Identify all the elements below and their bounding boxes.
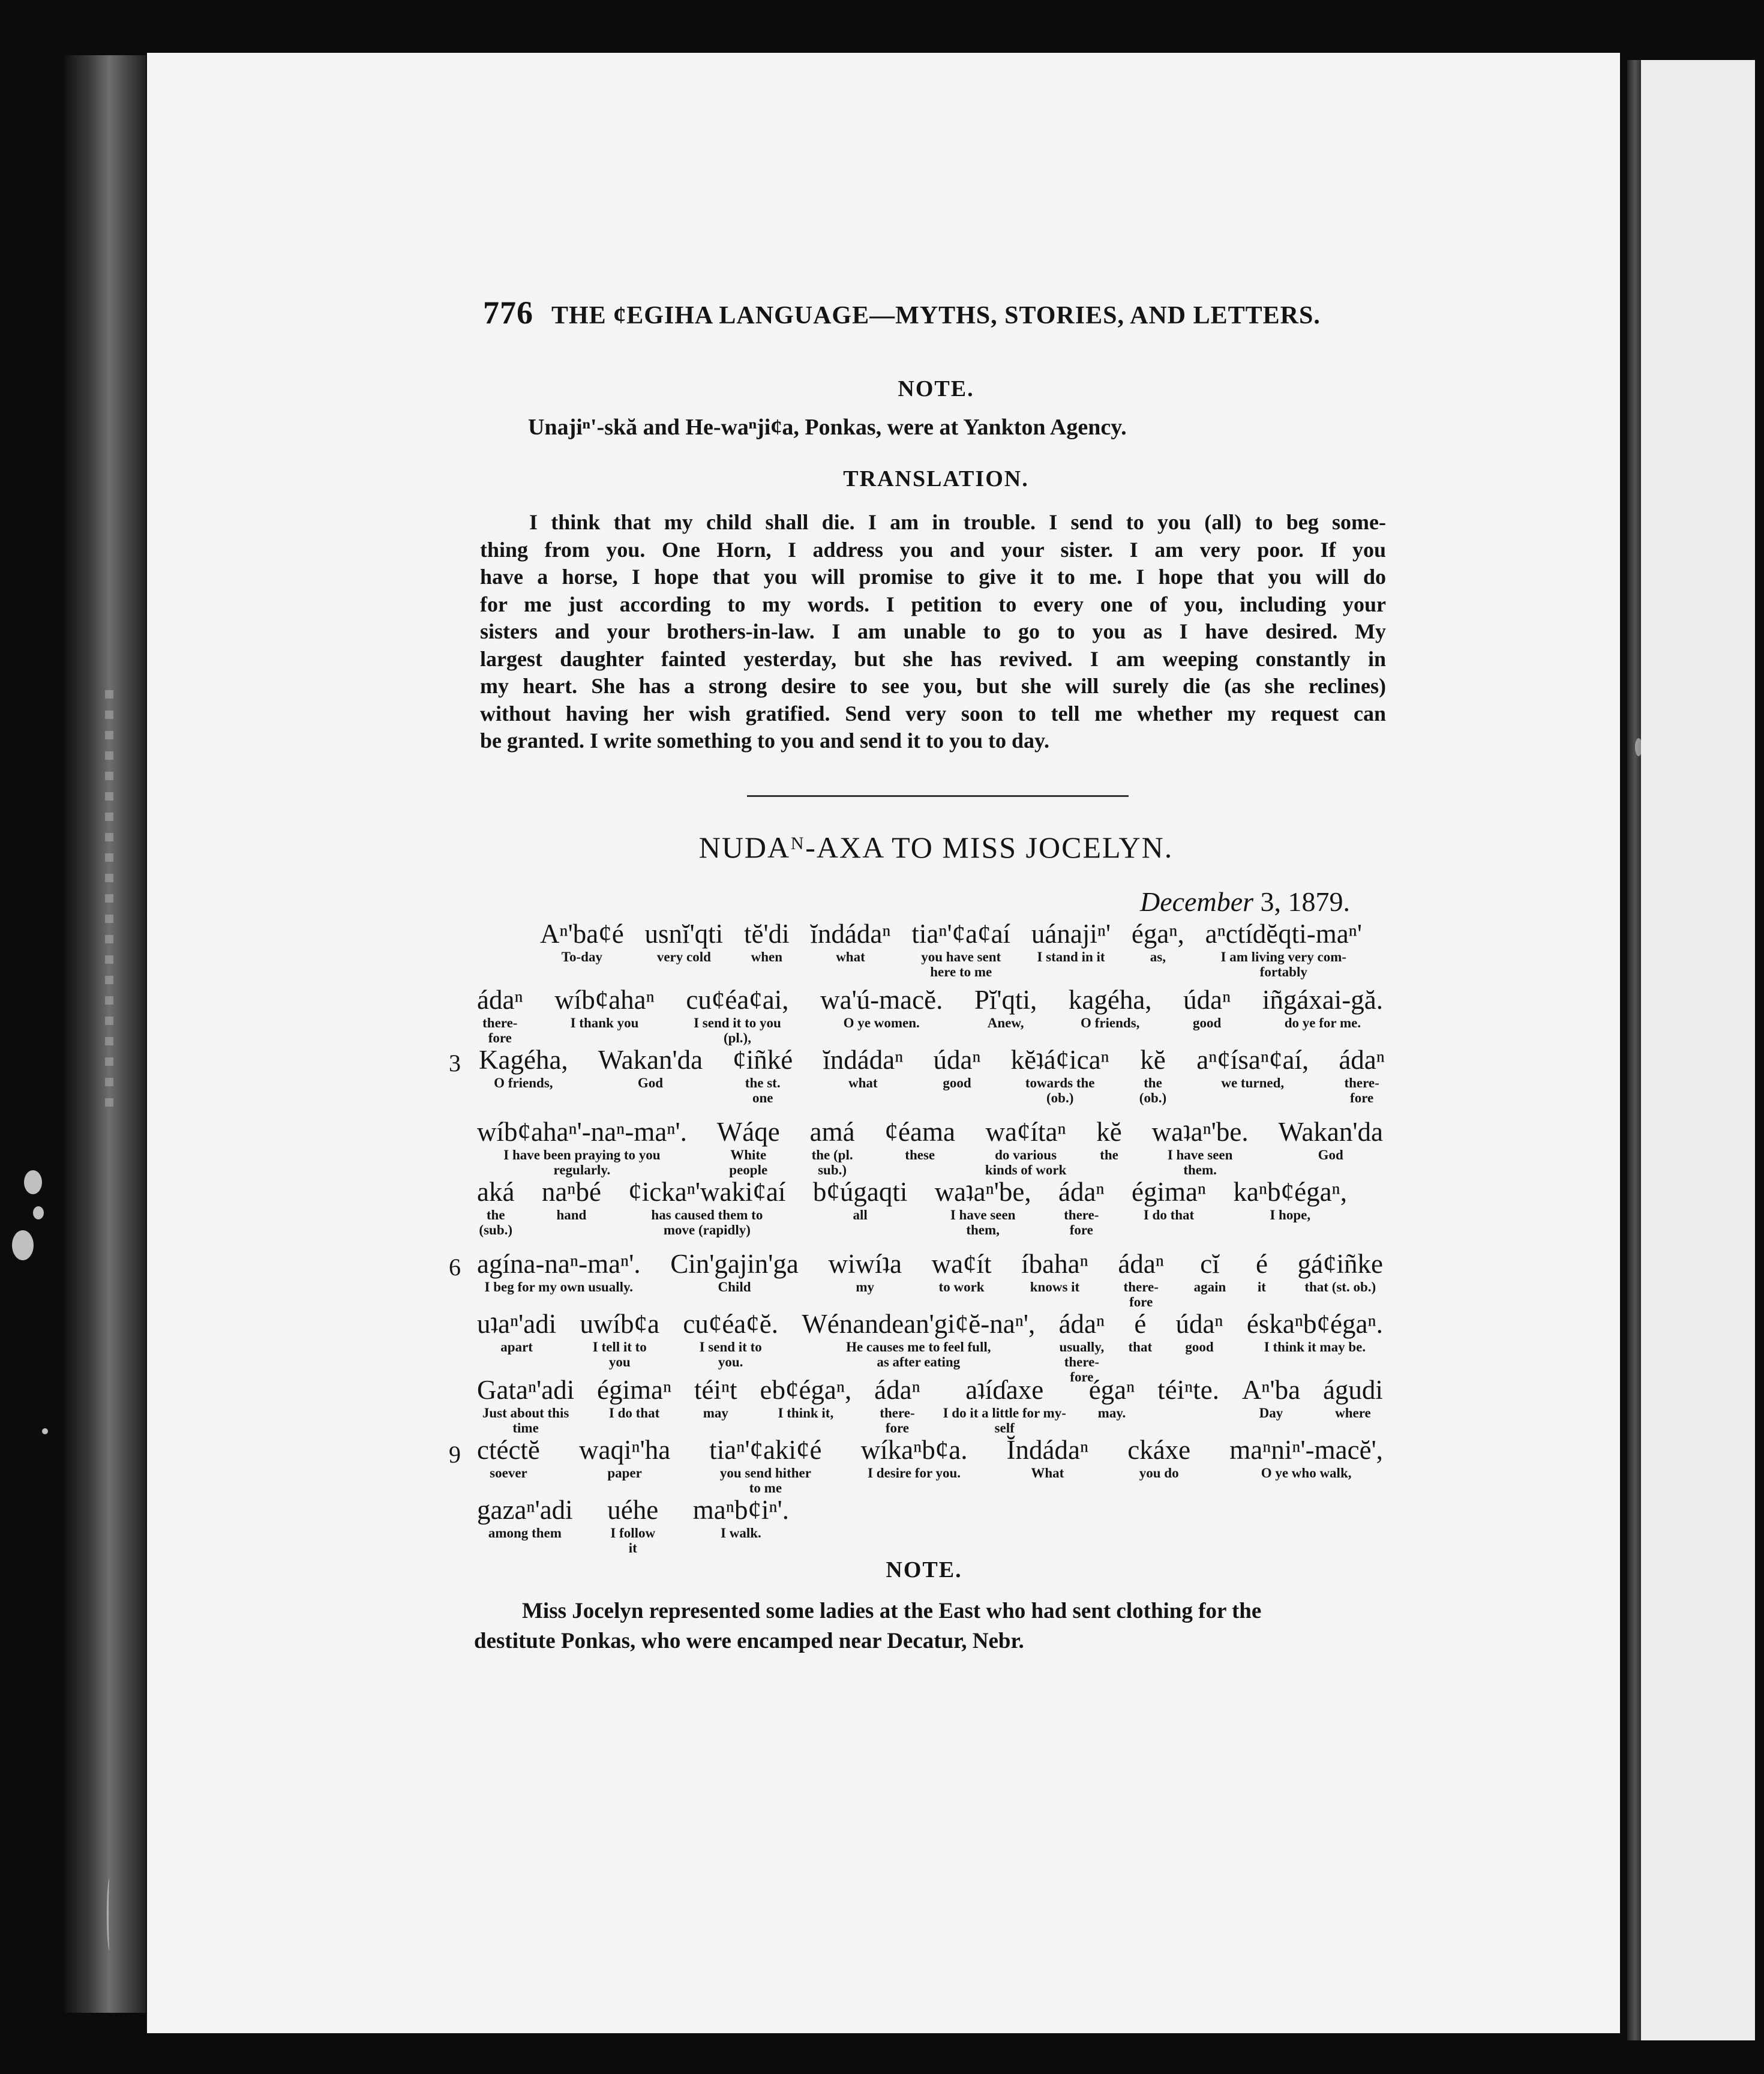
word-gloss-pair — [477, 984, 523, 1045]
ponka-word: téiⁿte. — [1157, 1375, 1220, 1405]
word-gloss-pair — [974, 984, 1037, 1045]
english-gloss: when — [751, 949, 782, 964]
word-gloss-pair — [1323, 1374, 1383, 1435]
ponka-word: waȼít — [931, 1249, 992, 1279]
ponka-word: gazaⁿ'adi — [477, 1495, 573, 1525]
english-gloss: I do that — [608, 1405, 660, 1420]
word-gloss-pair — [1011, 1044, 1109, 1105]
running-title: THE ȼEGIHA LANGUAGE—MYTHS, STORIES, AND LETTERS. — [551, 302, 1321, 329]
ponka-word: Pĭ'qti, — [974, 985, 1037, 1015]
english-gloss: very cold — [656, 949, 711, 964]
english-gloss: Anew, — [987, 1015, 1024, 1030]
running-header — [483, 294, 1321, 331]
english-gloss: where — [1335, 1405, 1371, 1420]
ponka-word: aⁿctídĕqti-maⁿ' — [1205, 919, 1362, 949]
word-gloss-pair — [579, 1434, 670, 1495]
word-gloss-pair — [1118, 1248, 1164, 1309]
line-number: 6 — [449, 1254, 461, 1281]
word-gloss-pair — [823, 1044, 903, 1105]
word-gloss-pair — [1183, 984, 1231, 1045]
ponka-word: téiⁿt — [694, 1375, 737, 1405]
english-gloss: good — [1193, 1015, 1222, 1030]
ponka-word: ȼiñké — [733, 1045, 793, 1075]
ponka-word: Cin'gajin'ga — [670, 1249, 799, 1279]
word-gloss-pair — [477, 1434, 540, 1495]
ponka-word: ȼickaⁿ'wakiȼaí — [628, 1177, 786, 1207]
word-gloss-pair — [598, 1044, 703, 1105]
word-gloss-pair — [911, 918, 1010, 979]
english-gloss: I beg for my own usually. — [484, 1279, 634, 1294]
english-gloss: knows it — [1030, 1279, 1080, 1294]
word-gloss-pair — [885, 1116, 955, 1177]
note-body — [474, 1596, 1261, 1656]
word-gloss-pair — [1132, 918, 1184, 979]
ponka-word: tiaⁿ'ȼakiȼé — [709, 1435, 822, 1465]
english-gloss: To-day — [561, 949, 602, 964]
ponka-word: ádaⁿ — [874, 1375, 920, 1405]
interlinear-row — [477, 1176, 1347, 1237]
word-gloss-pair — [943, 1374, 1066, 1435]
english-gloss: I walk. — [721, 1525, 761, 1540]
english-gloss: what — [848, 1075, 878, 1090]
ponka-word: agína-naⁿ-maⁿ'. — [477, 1249, 641, 1279]
translation-line: sisters and your brothers-in-law. I am unable to go to you as I have desired. My — [480, 619, 1386, 643]
ponka-word: éskaⁿbȼégaⁿ. — [1246, 1309, 1383, 1339]
word-gloss-pair — [932, 1248, 992, 1309]
word-gloss-pair — [477, 1374, 574, 1435]
ponka-word: Wáqe — [716, 1117, 780, 1147]
ponka-word: tĕ'di — [744, 919, 790, 949]
ponka-word: tiaⁿ'ȼaȼaí — [911, 919, 1011, 949]
english-gloss: I stand in it — [1037, 949, 1105, 964]
english-gloss: towards the (ob.) — [1025, 1075, 1095, 1105]
word-gloss-pair — [477, 1116, 687, 1177]
letter-title: NUDAᴺ-AXA TO MISS JOCELYN. — [698, 831, 1174, 864]
word-gloss-pair — [733, 1044, 793, 1105]
english-gloss: that (st. ob.) — [1304, 1279, 1376, 1294]
ponka-word: údaⁿ — [1183, 985, 1231, 1015]
english-gloss: as, — [1150, 949, 1166, 964]
english-gloss: I have seen them. — [1167, 1147, 1233, 1177]
ponka-word: cuȼéaȼai, — [686, 985, 789, 1015]
english-gloss: soever — [490, 1465, 527, 1480]
english-gloss: the (pl. sub.) — [811, 1147, 853, 1177]
word-gloss-pair — [1132, 1176, 1206, 1237]
ponka-word: égaⁿ — [1088, 1375, 1135, 1405]
ponka-word: údaⁿ — [933, 1045, 981, 1075]
ponka-word: maⁿniⁿ'-macĕ', — [1229, 1435, 1383, 1465]
letter-date — [1140, 886, 1350, 918]
word-gloss-pair — [1021, 1248, 1088, 1309]
ponka-word: aká — [477, 1177, 515, 1207]
word-gloss-pair — [1242, 1374, 1300, 1435]
page-number: 776 — [483, 295, 533, 331]
english-gloss: may — [703, 1405, 728, 1420]
english-gloss: I follow it — [610, 1525, 656, 1556]
ponka-word: ádaⁿ — [1058, 1177, 1105, 1207]
ponka-word: é — [1255, 1249, 1268, 1279]
interlinear-row — [477, 1116, 1383, 1177]
interlinear-row — [479, 1044, 1385, 1105]
word-gloss-pair — [1247, 1308, 1383, 1384]
english-gloss: I think it may be. — [1264, 1339, 1366, 1354]
word-gloss-pair — [477, 1308, 556, 1384]
word-gloss-pair — [580, 1308, 659, 1384]
ponka-word: waȼítaⁿ — [985, 1117, 1066, 1147]
word-gloss-pair — [693, 1494, 789, 1556]
english-gloss: God — [1318, 1147, 1343, 1162]
word-gloss-pair — [861, 1434, 968, 1495]
ponka-word: Ĭndádaⁿ — [1006, 1435, 1089, 1465]
ponka-word: wíbȼahaⁿ'-naⁿ-maⁿ'. — [477, 1117, 687, 1147]
ponka-word: égaⁿ, — [1131, 919, 1184, 949]
ponka-word: gáȼiñke — [1297, 1249, 1383, 1279]
ponka-word: cuȼéaȼĕ. — [683, 1309, 778, 1339]
english-gloss: you do — [1139, 1465, 1179, 1480]
word-gloss-pair — [1229, 1434, 1383, 1495]
date-month: December — [1140, 886, 1254, 917]
ponka-word: uwíbȼa — [580, 1309, 660, 1339]
ponka-word: ĭndádaⁿ — [823, 1045, 904, 1075]
english-gloss: I am living very com- fortably — [1220, 949, 1347, 979]
ponka-word: wiwíʇa — [828, 1249, 902, 1279]
ponka-word: Gataⁿ'adi — [477, 1375, 575, 1405]
word-gloss-pair — [554, 984, 655, 1045]
interlinear-row — [477, 1374, 1383, 1435]
ponka-word: uánajiⁿ' — [1031, 919, 1111, 949]
english-gloss: apart — [500, 1339, 533, 1354]
ponka-word: cĭ — [1200, 1249, 1220, 1279]
word-gloss-pair — [874, 1374, 920, 1435]
word-gloss-pair — [670, 1248, 799, 1309]
ponka-word: Wénandean'giȼĕ-naⁿ', — [802, 1309, 1036, 1339]
word-gloss-pair — [1279, 1116, 1383, 1177]
ponka-word: Kagéha, — [479, 1045, 568, 1075]
word-gloss-pair — [828, 1248, 901, 1309]
word-gloss-pair — [1256, 1248, 1268, 1309]
ponka-word: kĕ — [1096, 1117, 1122, 1147]
english-gloss: O friends, — [1081, 1015, 1140, 1030]
translation-line: my heart. She has a strong desire to see you, but she will surely die (as she reclines) — [480, 674, 1386, 698]
word-gloss-pair — [686, 984, 788, 1045]
note-heading: NOTE. — [886, 1557, 962, 1583]
word-gloss-pair — [1233, 1176, 1347, 1237]
word-gloss-pair — [1298, 1248, 1383, 1309]
english-gloss: has caused them to move (rapidly) — [651, 1207, 763, 1237]
ponka-word: Aⁿ'ba — [1241, 1375, 1301, 1405]
word-gloss-pair — [597, 1374, 671, 1435]
english-gloss: there- fore — [1344, 1075, 1379, 1105]
word-gloss-pair — [1205, 918, 1362, 979]
ponka-word: waqiⁿ'ha — [578, 1435, 671, 1465]
english-gloss: God — [637, 1075, 664, 1090]
english-gloss: I do it a little for my- self — [943, 1405, 1066, 1435]
ponka-word: ctéctĕ — [477, 1435, 540, 1465]
english-gloss: I send it to you (pl.), — [694, 1015, 781, 1045]
word-gloss-pair — [477, 1494, 573, 1556]
ponka-word: wíbȼahaⁿ — [554, 985, 655, 1015]
english-gloss: What — [1031, 1465, 1064, 1480]
note-line: destitute Ponkas, who were encamped near Decatur, Nebr. — [474, 1629, 1024, 1653]
word-gloss-pair — [717, 1116, 780, 1177]
word-gloss-pair — [760, 1374, 851, 1435]
word-gloss-pair — [1096, 1116, 1121, 1177]
english-gloss: the st. one — [745, 1075, 781, 1105]
english-gloss: the (sub.) — [479, 1207, 513, 1237]
ponka-word: amá — [809, 1117, 855, 1147]
ponka-word: maⁿbȼiⁿ'. — [692, 1495, 789, 1525]
ponka-word: é — [1134, 1309, 1147, 1339]
word-gloss-pair — [985, 1116, 1066, 1177]
word-gloss-pair — [709, 1434, 821, 1495]
translation-line: thing from you. One Horn, I address you and your sister. I am very poor. If you — [480, 537, 1386, 562]
line-number: 3 — [449, 1050, 461, 1077]
word-gloss-pair — [1339, 1044, 1385, 1105]
ponka-word: wa'ú-macĕ. — [820, 985, 943, 1015]
english-gloss: O friends, — [494, 1075, 553, 1090]
word-gloss-pair — [479, 1044, 568, 1105]
english-gloss: there- fore — [1064, 1207, 1099, 1237]
word-gloss-pair — [1069, 984, 1152, 1045]
ponka-word: égimaⁿ — [597, 1375, 672, 1405]
note-text: Unajiⁿ'-skă and He-waⁿjiȼa, Ponkas, were at Yankton Agency. — [528, 415, 1127, 440]
english-gloss: usually, there- fore — [1059, 1339, 1105, 1384]
word-gloss-pair — [813, 1176, 907, 1237]
english-gloss: to work — [938, 1279, 985, 1294]
english-gloss: I thank you — [570, 1015, 639, 1030]
ponka-word: waʇaⁿ'be. — [1151, 1117, 1249, 1147]
ponka-word: usnĭ'qti — [644, 919, 724, 949]
english-gloss: the (ob.) — [1139, 1075, 1167, 1105]
english-gloss: all — [853, 1207, 868, 1222]
word-gloss-pair — [477, 1248, 641, 1309]
english-gloss: Just about this time — [482, 1405, 569, 1435]
word-gloss-pair — [1031, 918, 1111, 979]
english-gloss: good — [943, 1075, 971, 1090]
word-gloss-pair — [1157, 1374, 1219, 1435]
word-gloss-pair — [744, 918, 790, 979]
ponka-word: aⁿȼísaⁿȼaí, — [1196, 1045, 1309, 1075]
section-divider — [747, 795, 1129, 797]
english-gloss: you send hither to me — [719, 1465, 811, 1495]
ponka-word: ádaⁿ — [1118, 1249, 1165, 1279]
note-line: Miss Jocelyn represented some ladies at the East who had sent clothing for the — [522, 1599, 1262, 1623]
word-gloss-pair — [1089, 1374, 1135, 1435]
translation-body — [480, 509, 1386, 755]
english-gloss: there- fore — [880, 1405, 915, 1435]
word-gloss-pair — [1196, 1044, 1309, 1105]
ponka-word: uéhe — [607, 1495, 659, 1525]
translation-heading: TRANSLATION. — [843, 466, 1029, 491]
english-gloss: what — [836, 949, 865, 964]
line-number: 9 — [449, 1441, 461, 1468]
word-gloss-pair — [542, 1176, 601, 1237]
ponka-word: ĭndádaⁿ — [810, 919, 891, 949]
english-gloss: I think it, — [778, 1405, 834, 1420]
note-heading: NOTE. — [898, 376, 974, 401]
ponka-word: kagéha, — [1068, 985, 1152, 1015]
english-gloss: these — [905, 1147, 935, 1162]
translation-line: have a horse, I hope that you will promise to give it to me. I hope that you will do — [480, 565, 1386, 589]
translation-line: for me just according to my words. I petition to every one of you, including your — [480, 592, 1386, 616]
word-gloss-pair — [1007, 1434, 1089, 1495]
english-gloss: again — [1193, 1279, 1226, 1294]
ponka-word: íbahaⁿ — [1021, 1249, 1088, 1279]
translation-line: be granted. I write something to you and send it to you to day. — [480, 729, 1050, 753]
word-gloss-pair — [1129, 1308, 1153, 1384]
ponka-word: údaⁿ — [1175, 1309, 1223, 1339]
english-gloss: hand — [556, 1207, 587, 1222]
word-gloss-pair — [477, 1176, 514, 1237]
english-gloss: O ye who walk, — [1261, 1465, 1352, 1480]
ponka-word: waʇaⁿ'be, — [934, 1177, 1031, 1207]
english-gloss: it — [1257, 1279, 1266, 1294]
ponka-word: kĕ — [1140, 1045, 1166, 1075]
ponka-word: ádaⁿ — [1058, 1309, 1105, 1339]
word-gloss-pair — [1152, 1116, 1249, 1177]
date-year: 3, 1879. — [1260, 886, 1351, 917]
ponka-word: wíkaⁿbȼa. — [860, 1435, 968, 1465]
interlinear-row — [477, 1248, 1383, 1309]
ponka-word: Wakan'da — [1278, 1117, 1383, 1147]
ponka-word: ebȼégaⁿ, — [760, 1375, 852, 1405]
word-gloss-pair — [933, 1044, 980, 1105]
ponka-word: Wakan'da — [598, 1045, 703, 1075]
ponka-word: bȼúgaqti — [812, 1177, 908, 1207]
english-gloss: paper — [607, 1465, 642, 1480]
english-gloss: I have seen them, — [950, 1207, 1016, 1237]
interlinear-row — [477, 1494, 789, 1556]
english-gloss: may. — [1097, 1405, 1126, 1420]
english-gloss: do various kinds of work — [985, 1147, 1067, 1177]
ponka-word: kaⁿbȼégaⁿ, — [1233, 1177, 1347, 1207]
word-gloss-pair — [820, 984, 943, 1045]
word-gloss-pair — [810, 1116, 855, 1177]
english-gloss: White people — [729, 1147, 768, 1177]
ponka-word: iñgáxai-gă. — [1262, 985, 1383, 1015]
word-gloss-pair — [810, 918, 890, 979]
english-gloss: I desire for you. — [868, 1465, 961, 1480]
english-gloss: He causes me to feel full, as after eating — [846, 1339, 991, 1369]
ponka-word: ádaⁿ — [1339, 1045, 1385, 1075]
word-gloss-pair — [607, 1494, 658, 1556]
word-gloss-pair — [683, 1308, 778, 1384]
interlinear-row — [477, 1434, 1383, 1495]
interlinear-row — [477, 1308, 1383, 1384]
ponka-word: aʇíɗaxe — [965, 1375, 1044, 1405]
ponka-word: ckáxe — [1127, 1435, 1191, 1465]
translation-line: largest daughter fainted yesterday, but she has revived. I am weeping constantly in — [480, 646, 1386, 671]
word-gloss-pair — [645, 918, 724, 979]
interlinear-row — [477, 984, 1383, 1045]
word-gloss-pair — [935, 1176, 1031, 1237]
english-gloss: the — [1100, 1147, 1118, 1162]
english-gloss: there- fore — [482, 1015, 518, 1045]
english-gloss: Day — [1259, 1405, 1283, 1420]
english-gloss: among them — [488, 1525, 562, 1540]
ponka-word: naⁿbé — [541, 1177, 601, 1207]
english-gloss: good — [1185, 1339, 1214, 1354]
ponka-word: ádaⁿ — [477, 985, 523, 1015]
english-gloss: that — [1128, 1339, 1153, 1354]
ponka-word: égimaⁿ — [1131, 1177, 1207, 1207]
english-gloss: I have been praying to you regularly. — [503, 1147, 661, 1177]
english-gloss: do ye for me. — [1284, 1015, 1361, 1030]
english-gloss: Child — [718, 1279, 751, 1294]
word-gloss-pair — [1127, 1434, 1190, 1495]
word-gloss-pair — [1059, 1308, 1105, 1384]
english-gloss: I hope, — [1270, 1207, 1311, 1222]
english-gloss: we turned, — [1221, 1075, 1285, 1090]
ponka-word: uʇaⁿ'adi — [477, 1309, 557, 1339]
translation-line: I think that my child shall die. I am in trouble. I send to you (all) to beg some- — [529, 510, 1386, 534]
word-gloss-pair — [1139, 1044, 1166, 1105]
word-gloss-pair — [802, 1308, 1035, 1384]
ponka-word: Aⁿ'baȼé — [540, 919, 624, 949]
word-gloss-pair — [628, 1176, 785, 1237]
english-gloss: I tell it to you — [592, 1339, 647, 1369]
word-gloss-pair — [540, 918, 624, 979]
ponka-word: ȼéama — [884, 1117, 955, 1147]
english-gloss: O ye women. — [843, 1015, 920, 1030]
word-gloss-pair — [1058, 1176, 1105, 1237]
english-gloss: I send it to you. — [699, 1339, 762, 1369]
word-gloss-pair — [694, 1374, 737, 1435]
english-gloss: I do that — [1143, 1207, 1195, 1222]
word-gloss-pair — [1175, 1308, 1223, 1384]
english-gloss: my — [856, 1279, 875, 1294]
ponka-word: kĕʇáȼicaⁿ — [1010, 1045, 1109, 1075]
english-gloss: you have sent here to me — [921, 949, 1001, 979]
ponka-word: águdi — [1322, 1375, 1383, 1405]
interlinear-row — [540, 918, 1362, 979]
translation-line: without having her wish gratified. Send very soon to tell me whether my request can — [480, 701, 1386, 726]
word-gloss-pair — [1262, 984, 1383, 1045]
english-gloss: there- fore — [1123, 1279, 1159, 1309]
word-gloss-pair — [1194, 1248, 1226, 1309]
